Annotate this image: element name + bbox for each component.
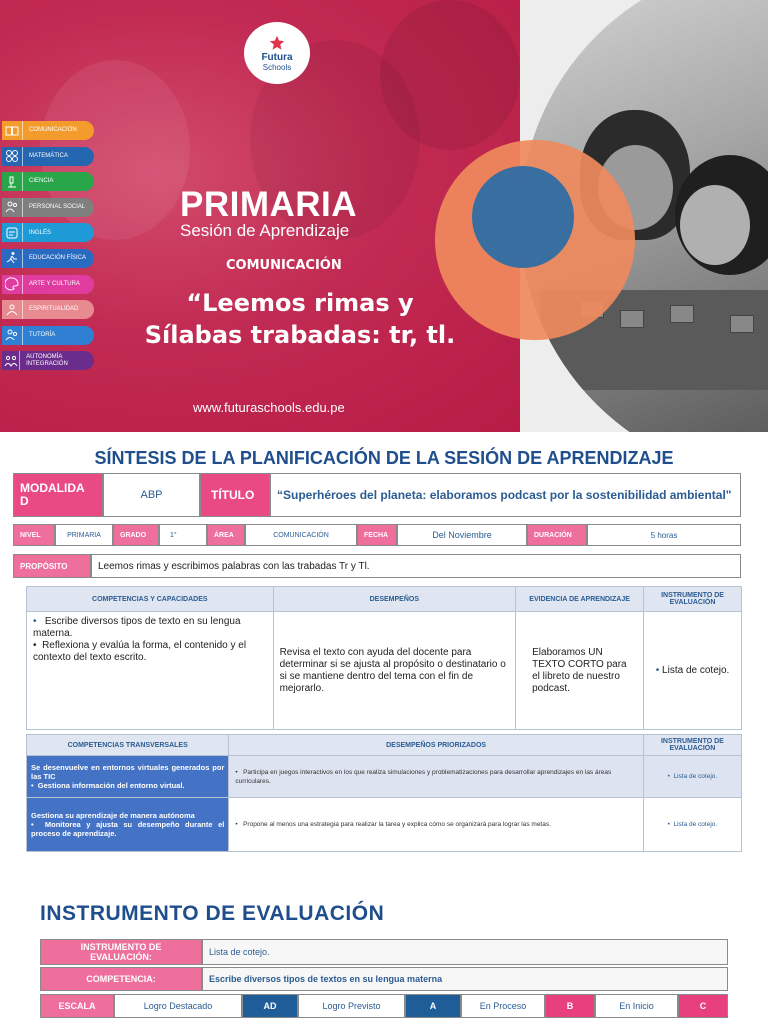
transversal-row-1-instrumento: • Lista de cotejo.: [643, 756, 741, 798]
instrumento-label: INSTRUMENTO DE EVALUACIÓN:: [40, 939, 202, 965]
cover-area: COMUNICACIÓN: [226, 258, 342, 273]
instrumento-heading: INSTRUMENTO DE EVALUACIÓN: [40, 902, 385, 925]
transversal-row-1-comp: Se desenvuelve en entornos virtuales generados por las TIC • Gestiona información del entorno virtual.: [27, 756, 229, 798]
session-title: [120, 287, 480, 351]
menu-item-tutoria[interactable]: [2, 326, 94, 345]
capacidad-item: • Reflexiona y evalúa la forma, el contenido y el contexto del texto escrito.: [33, 640, 247, 663]
spirit-icon: [2, 300, 23, 319]
star-icon: [269, 35, 285, 51]
menu-label: CIENCIA: [29, 178, 54, 185]
escala-row: [40, 994, 728, 1018]
instrumento-cell: • Lista de cotejo.: [644, 612, 742, 730]
desempeno-cell: Revisa el texto con ayuda del docente para determinar si se ajusta al propósito o destinatario o si se mantiene dentro del tema con el fin de mejorarlo.: [273, 612, 516, 730]
instrumento-row: [40, 939, 728, 965]
area-menu: [2, 121, 94, 377]
competencia-row: [40, 967, 728, 991]
competencia-label: COMPETENCIA:: [40, 967, 202, 991]
website-url[interactable]: www.futuraschools.edu.pe: [193, 400, 345, 415]
menu-label: COMUNICACIÓN: [29, 127, 77, 134]
duracion-value: 5 horas: [587, 524, 741, 546]
fecha-label: FECHA: [357, 524, 397, 546]
menu-item-educacion-fisica[interactable]: [2, 249, 94, 268]
scale-a-desc: Logro Previsto: [298, 994, 405, 1018]
header-desempenos: DESEMPEÑOS: [273, 587, 516, 612]
scale-ad-desc: Logro Destacado: [114, 994, 242, 1018]
menu-label: AUTONOMÍA INTEGRACIÓN: [26, 354, 68, 367]
transversal-row-1-desempeno: • Participa en juegos interactivos en los que realiza simulaciones y problematizaciones para desarrollar aprendizajes en las áreas curriculares.: [229, 756, 643, 798]
menu-item-personal-social[interactable]: [2, 198, 94, 217]
menu-label: TUTORÍA: [29, 332, 56, 338]
menu-label: EDUCACIÓN FÍSICA: [29, 255, 87, 262]
menu-item-comunicacion[interactable]: [2, 121, 94, 140]
menu-label: PERSONAL SOCIAL: [29, 204, 86, 211]
area-label: ÁREA: [207, 524, 245, 546]
cover: [0, 0, 768, 432]
menu-item-matematica[interactable]: [2, 147, 94, 166]
transversales-table: [26, 734, 742, 852]
transversal-row-2-desempeno: • Propone al menos una estrategia para realizar la tarea y explica cómo se organizará para lograr las metas.: [229, 798, 643, 852]
microscope-icon: [2, 172, 23, 191]
proposito-label: PROPÓSITO: [13, 554, 91, 578]
transversal-row-2-comp: Gestiona su aprendizaje de manera autónoma • Monitorea y ajusta su desempeño durante el proceso de aprendizaje.: [27, 798, 229, 852]
scale-b-code: B: [545, 994, 595, 1018]
competencias-cell: [27, 612, 274, 730]
futura-schools-logo: [244, 22, 310, 84]
modalidad-label: MODALIDA D: [13, 473, 103, 517]
menu-item-espiritualidad[interactable]: [2, 300, 94, 319]
scale-b-desc: En Proceso: [461, 994, 545, 1018]
scale-ad-code: AD: [242, 994, 298, 1018]
competencias-table: [26, 586, 742, 730]
menu-item-arte-cultura[interactable]: [2, 275, 94, 294]
proposito-row: [13, 554, 741, 578]
logo-text-futura: Futura: [261, 51, 293, 63]
session-title-line1: “Leemos rimas y: [186, 289, 414, 317]
menu-item-autonomia[interactable]: [2, 351, 94, 370]
scale-a-code: A: [405, 994, 461, 1018]
book-icon: [2, 121, 23, 140]
titulo-value: “Superhéroes del planeta: elaboramos podcast por la sostenibilidad ambiental": [270, 473, 741, 517]
modalidad-row: [13, 473, 741, 517]
datos-row: [13, 524, 741, 546]
scale-c-desc: En Inicio: [595, 994, 678, 1018]
escala-label: ESCALA: [40, 994, 114, 1018]
integration-icon: [2, 351, 20, 370]
math-icon: [2, 147, 23, 166]
grado-label: GRADO: [113, 524, 159, 546]
evidencia-cell: Elaboramos UN TEXTO CORTO para el libreto de nuestro podcast.: [516, 612, 644, 730]
logo-text-schools: Schools: [262, 62, 292, 72]
sintesis-heading: SÍNTESIS DE LA PLANIFICACIÓN DE LA SESIÓN DE APRENDIZAJE: [94, 448, 674, 468]
area-value: COMUNICACIÓN: [245, 524, 357, 546]
session-title-line2: Sílabas trabadas: tr, tl.: [144, 321, 456, 349]
grado-value: 1°: [159, 524, 207, 546]
language-icon: [2, 223, 23, 242]
fecha-value: Del Noviembre: [397, 524, 527, 546]
scale-c-code: C: [678, 994, 728, 1018]
palette-icon: [2, 275, 23, 294]
proposito-value: Leemos rimas y escribimos palabras con las trabadas Tr y Tl.: [91, 554, 741, 578]
menu-label: ARTE Y CULTURA: [29, 280, 80, 287]
nivel-label: NIVEL: [13, 524, 55, 546]
tutor-icon: [2, 326, 23, 345]
menu-label: INGLÉS: [29, 229, 52, 236]
cover-subtitle: Sesión de Aprendizaje: [180, 221, 350, 240]
header-transversales: COMPETENCIAS TRANSVERSALES: [27, 735, 229, 756]
header-desempenos-priorizados: DESEMPEÑOS PRIORIZADOS: [229, 735, 643, 756]
menu-label: ESPIRITUALIDAD: [29, 306, 79, 313]
people-icon: [2, 198, 23, 217]
duracion-label: DURACIÓN: [527, 524, 587, 546]
nivel-value: PRIMARIA: [55, 524, 113, 546]
menu-label: MATEMÁTICA: [29, 152, 68, 159]
titulo-label: TÍTULO: [200, 473, 270, 517]
menu-item-ciencia[interactable]: [2, 172, 94, 191]
competencia-item: • Escribe diversos tipos de texto en su lengua materna.: [33, 616, 241, 639]
header-instrumento: INSTRUMENTO DE EVALUACIÓN: [644, 587, 742, 612]
header-evidencia: EVIDENCIA DE APRENDIZAJE: [516, 587, 644, 612]
modalidad-value: ABP: [103, 473, 200, 517]
cover-title: PRIMARIA: [180, 185, 358, 224]
decor-blue-circle: [472, 166, 574, 268]
competencia-value: Escribe diversos tipos de textos en su lengua materna: [202, 967, 728, 991]
runner-icon: [2, 249, 23, 268]
header-competencias: COMPETENCIAS Y CAPACIDADES: [27, 587, 274, 612]
transversal-row-2-instrumento: • Lista de cotejo.: [643, 798, 741, 852]
menu-item-ingles[interactable]: [2, 223, 94, 242]
instrumento-value: Lista de cotejo.: [202, 939, 728, 965]
header-instrumento-transversal: INSTRUMENTO DE EVALUACIÓN: [643, 735, 741, 756]
